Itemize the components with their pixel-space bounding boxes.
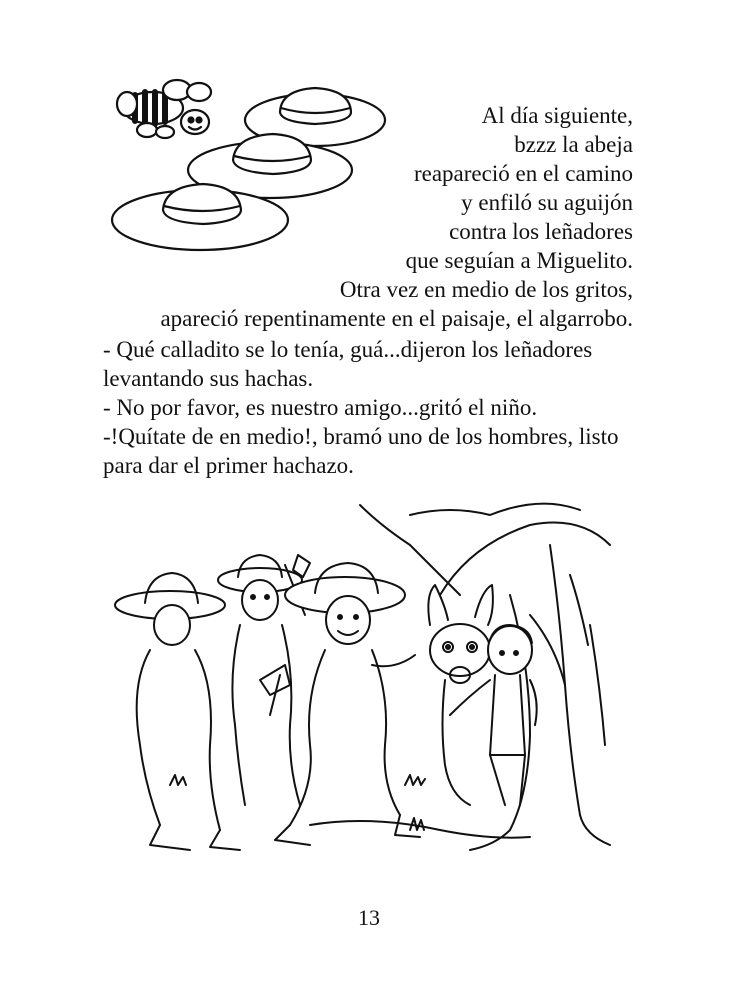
story-line: contra los leñadores	[449, 219, 633, 244]
woodcutter-drawing	[115, 573, 240, 850]
llama-drawing	[428, 585, 493, 805]
bee-drawing	[117, 80, 211, 138]
woodcutters-and-tree-illustration	[110, 485, 630, 875]
story-line: - Qué calladito se lo tenía, guá...dijeron los leñadores	[103, 337, 593, 362]
story-line: y enfiló su aguijón	[461, 190, 633, 215]
bee-and-hats-illustration	[105, 70, 395, 270]
story-line: Al día siguiente,	[481, 103, 633, 128]
story-line: que seguían a Miguelito.	[405, 248, 633, 273]
story-line: levantando sus hachas.	[103, 366, 314, 391]
story-line: Otra vez en medio de los gritos,	[339, 277, 633, 302]
story-line: -!Quítate de en medio!, bramó uno de los hombres, listo	[103, 424, 619, 449]
page-number: 13	[358, 905, 380, 930]
woodcutter-drawing	[260, 563, 420, 845]
story-line: - No por favor, es nuestro amigo...gritó el niño.	[103, 395, 538, 420]
story-line: para dar el primer hachazo.	[103, 453, 354, 478]
story-line: bzzz la abeja	[514, 132, 633, 157]
story-line: apareció repentinamente en el paisaje, el algarrobo.	[160, 306, 633, 331]
story-line: reapareció en el camino	[413, 161, 633, 186]
